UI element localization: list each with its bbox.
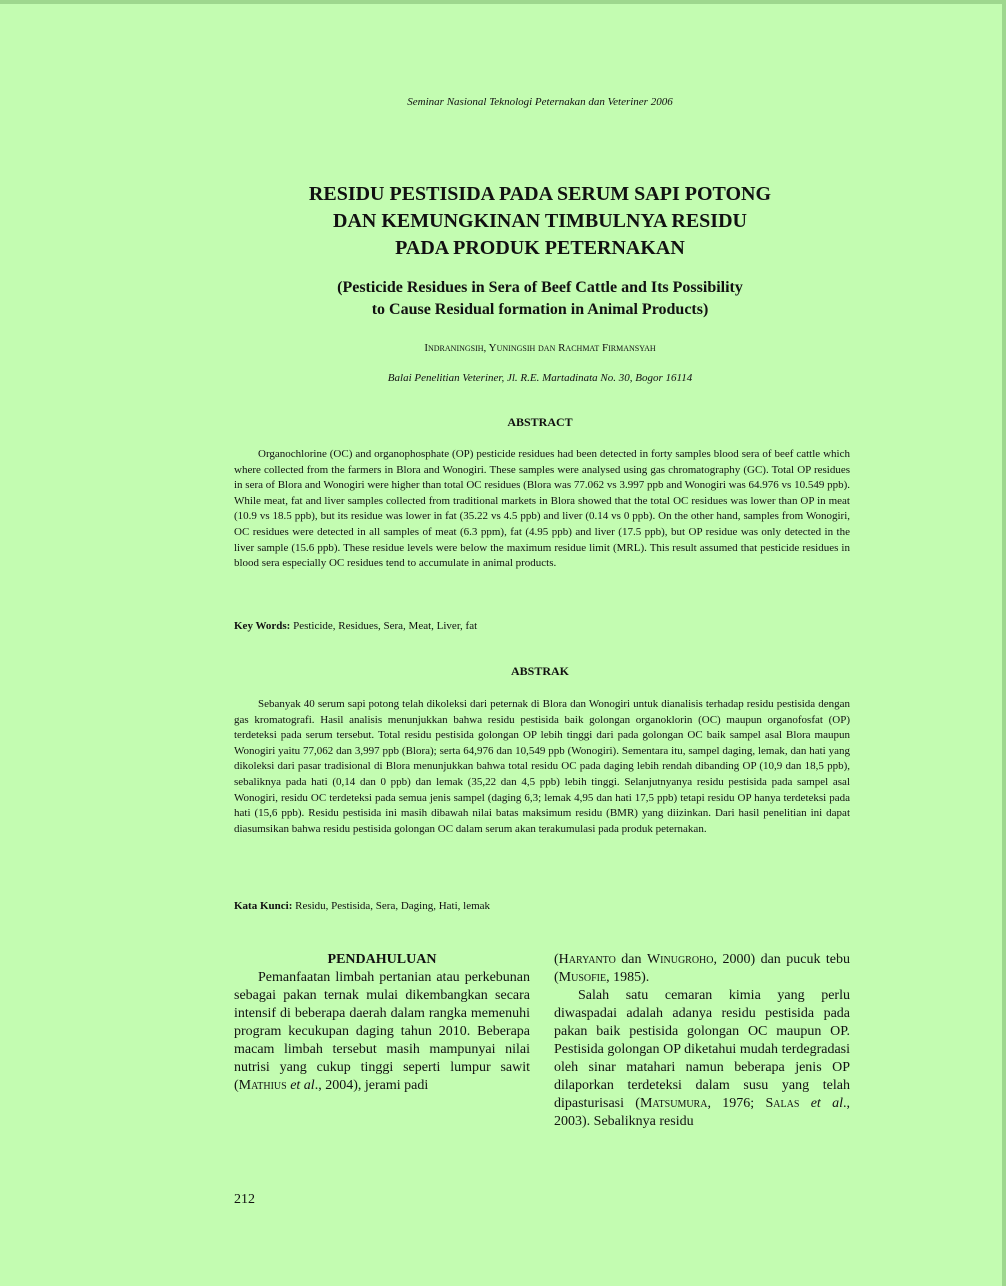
intro-paragraph [554, 987, 850, 1131]
abstract-body: Organochlorine (OC) and organophosphate (OP) pesticide residues had been detected in forty samples blood sera of beef cattle which where collected from the farmers in Blora and Wonogiri. These samples were analysed using gas chromatography (GC). Total OP residues in sera of Blora and Wonogiri were higher than total OC residues (Blora was 77.062 vs 3.997 ppb and Wonogiri was 64.976 vs 10.549 ppb). While meat, fat and liver samples collected from traditional markets in Blora showed that the total OC residues was lower than OP in meat (10.9 vs 18.5 ppb), but its residue was lower in fat (35.22 vs 4.5 ppb) and liver (0.14 vs 0 ppb). On the other hand, samples from Wonogiri, OC residues were detected in all samples of meat (6.3 ppm), fat (4.95 ppb) and liver (17.5 ppb), but OP residue was only detected in the liver sample (15.6 ppb). These residue levels were below the maximum residue limit (MRL). This result assumed that pesticide residues in blood sera especially OC residues tend to accumulate in animal products. [234, 448, 850, 570]
intro-paragraph [234, 969, 530, 1095]
citation: Salas [765, 1096, 800, 1111]
kata-kunci-label: Kata Kunci: [234, 900, 293, 912]
citation: Matsumura [639, 1096, 708, 1111]
abstrak-heading: ABSTRAK [510, 664, 569, 678]
intro-text: ., 2004), jerami padi [314, 1078, 429, 1093]
title-line: RESIDU PESTISIDA PADA SERUM SAPI POTONG [308, 183, 772, 205]
intro-text: Salah satu cemaran kimia yang perlu diwaspadai adalah adanya residu pestisida pada pakan baik pestisida golongan OC maupun OP. Pestisida golongan OP diketahui mudah terdegradasi oleh sinar matahari namun beberapa jenis OP dilaporkan terdeteksi dalam susu yang telah dipasturisasi ( [554, 988, 850, 1111]
intro-paragraph-continued [554, 951, 850, 987]
intro-text: ., 2003). Sebaliknya residu [554, 1096, 851, 1129]
affiliation: Balai Penelitian Veteriner, Jl. R.E. Martadinata No. 30, Bogor 16114 [387, 372, 693, 384]
intro-text: dan [615, 952, 647, 967]
intro-text: , 1985). [606, 970, 650, 985]
authors: Indraningsih, Yuningsih dan Rachmat Firmansyah [424, 342, 656, 354]
citation: Haryanto [558, 952, 616, 967]
title-line: PADA PRODUK PETERNAKAN [395, 237, 685, 259]
intro-heading: PENDAHULUAN [327, 952, 437, 967]
left-column [234, 951, 530, 1095]
intro-text: ( [554, 952, 559, 967]
title-line: DAN KEMUNGKINAN TIMBULNYA RESIDU [333, 210, 747, 232]
abstract-keywords [234, 620, 850, 632]
intro-text: , 2000) dan pucuk tebu ( [554, 952, 850, 985]
subtitle-line: to Cause Residual formation in Animal Products) [371, 301, 709, 318]
citation: Musofie [558, 970, 607, 985]
paper-title [0, 181, 1006, 262]
abstrak-body: Sebanyak 40 serum sapi potong telah dikoleksi dari peternak di Blora dan Wonogiri untuk dianalisis terhadap residu pestisida dengan gas kromatografi. Hasil analisis menunjukkan bahwa residu pestisida baik golongan organoklorin (OC) maupun organofosfat (OP) terdeteksi pada serum tersebut. Total residu pestisida golongan OP lebih tinggi dari pada golongan OC baik sampel asal Blora maupun Wonogiri yaitu 77,062 dan 3,997 ppb (Blora); serta 64,976 dan 10,549 ppb (Wonogiri). Sementara itu, sampel daging, lemak, dan hati yang dikoleksi dari pasar tradisional di Blora menunjukkan bahwa total residu OC pada daging lebih rendah dibanding OP (10,9 dan 18,5 ppb), sebaliknya pada hati (0,14 dan 0 ppb) dan lemak (35,22 dan 4,5 ppb) lebih tinggi. Selanjutnyanya residu pestisida pada sampel asal Wonogiri, residu OC terdeteksi pada semua jenis sampel (daging 6,3; lemak 4,95 dan hati 17,5 ppb) tetapi residu OP hanya terdeteksi pada hati (15,6 ppb). Residu pestisida ini masih dibawah nilai batas maksimum residu (BMR) yang diizinkan. Dari hasil penelitian ini dapat diasumsikan bahwa residu pestisida golongan OC dalam serum akan terakumulasi pada produk peternakan. [234, 698, 850, 835]
et-al: et al [810, 1096, 844, 1111]
page-number: 212 [234, 1192, 255, 1207]
keywords-label: Key Words: [234, 620, 291, 632]
kata-kunci-list: Residu, Pestisida, Sera, Daging, Hati, lemak [295, 900, 491, 912]
citation: Winugroho [646, 952, 714, 967]
abstrak-keywords [234, 900, 850, 912]
subtitle-line: (Pesticide Residues in Sera of Beef Cattle and Its Possibility [337, 279, 743, 296]
intro-text: , 1976; [707, 1096, 766, 1111]
running-head: Seminar Nasional Teknologi Peternakan dan Veteriner 2006 [407, 96, 673, 108]
intro-text: Pemanfaatan limbah pertanian atau perkebunan sebagai pakan ternak mulai dikembangkan secara intensif di beberapa daerah dalam rangka memenuhi program kecukupan daging tahun 2010. Beberapa macam limbah tersebut masih mampunyai nilai nutrisi yang cukup tinggi seperti lumpur sawit ( [234, 970, 530, 1093]
english-subtitle [0, 277, 1006, 321]
keywords-list: Pesticide, Residues, Sera, Meat, Liver, fat [293, 620, 478, 632]
abstract-heading: ABSTRACT [507, 415, 573, 429]
citation: Mathius [238, 1078, 287, 1093]
right-column [554, 951, 850, 1131]
et-al: et al [290, 1078, 315, 1093]
